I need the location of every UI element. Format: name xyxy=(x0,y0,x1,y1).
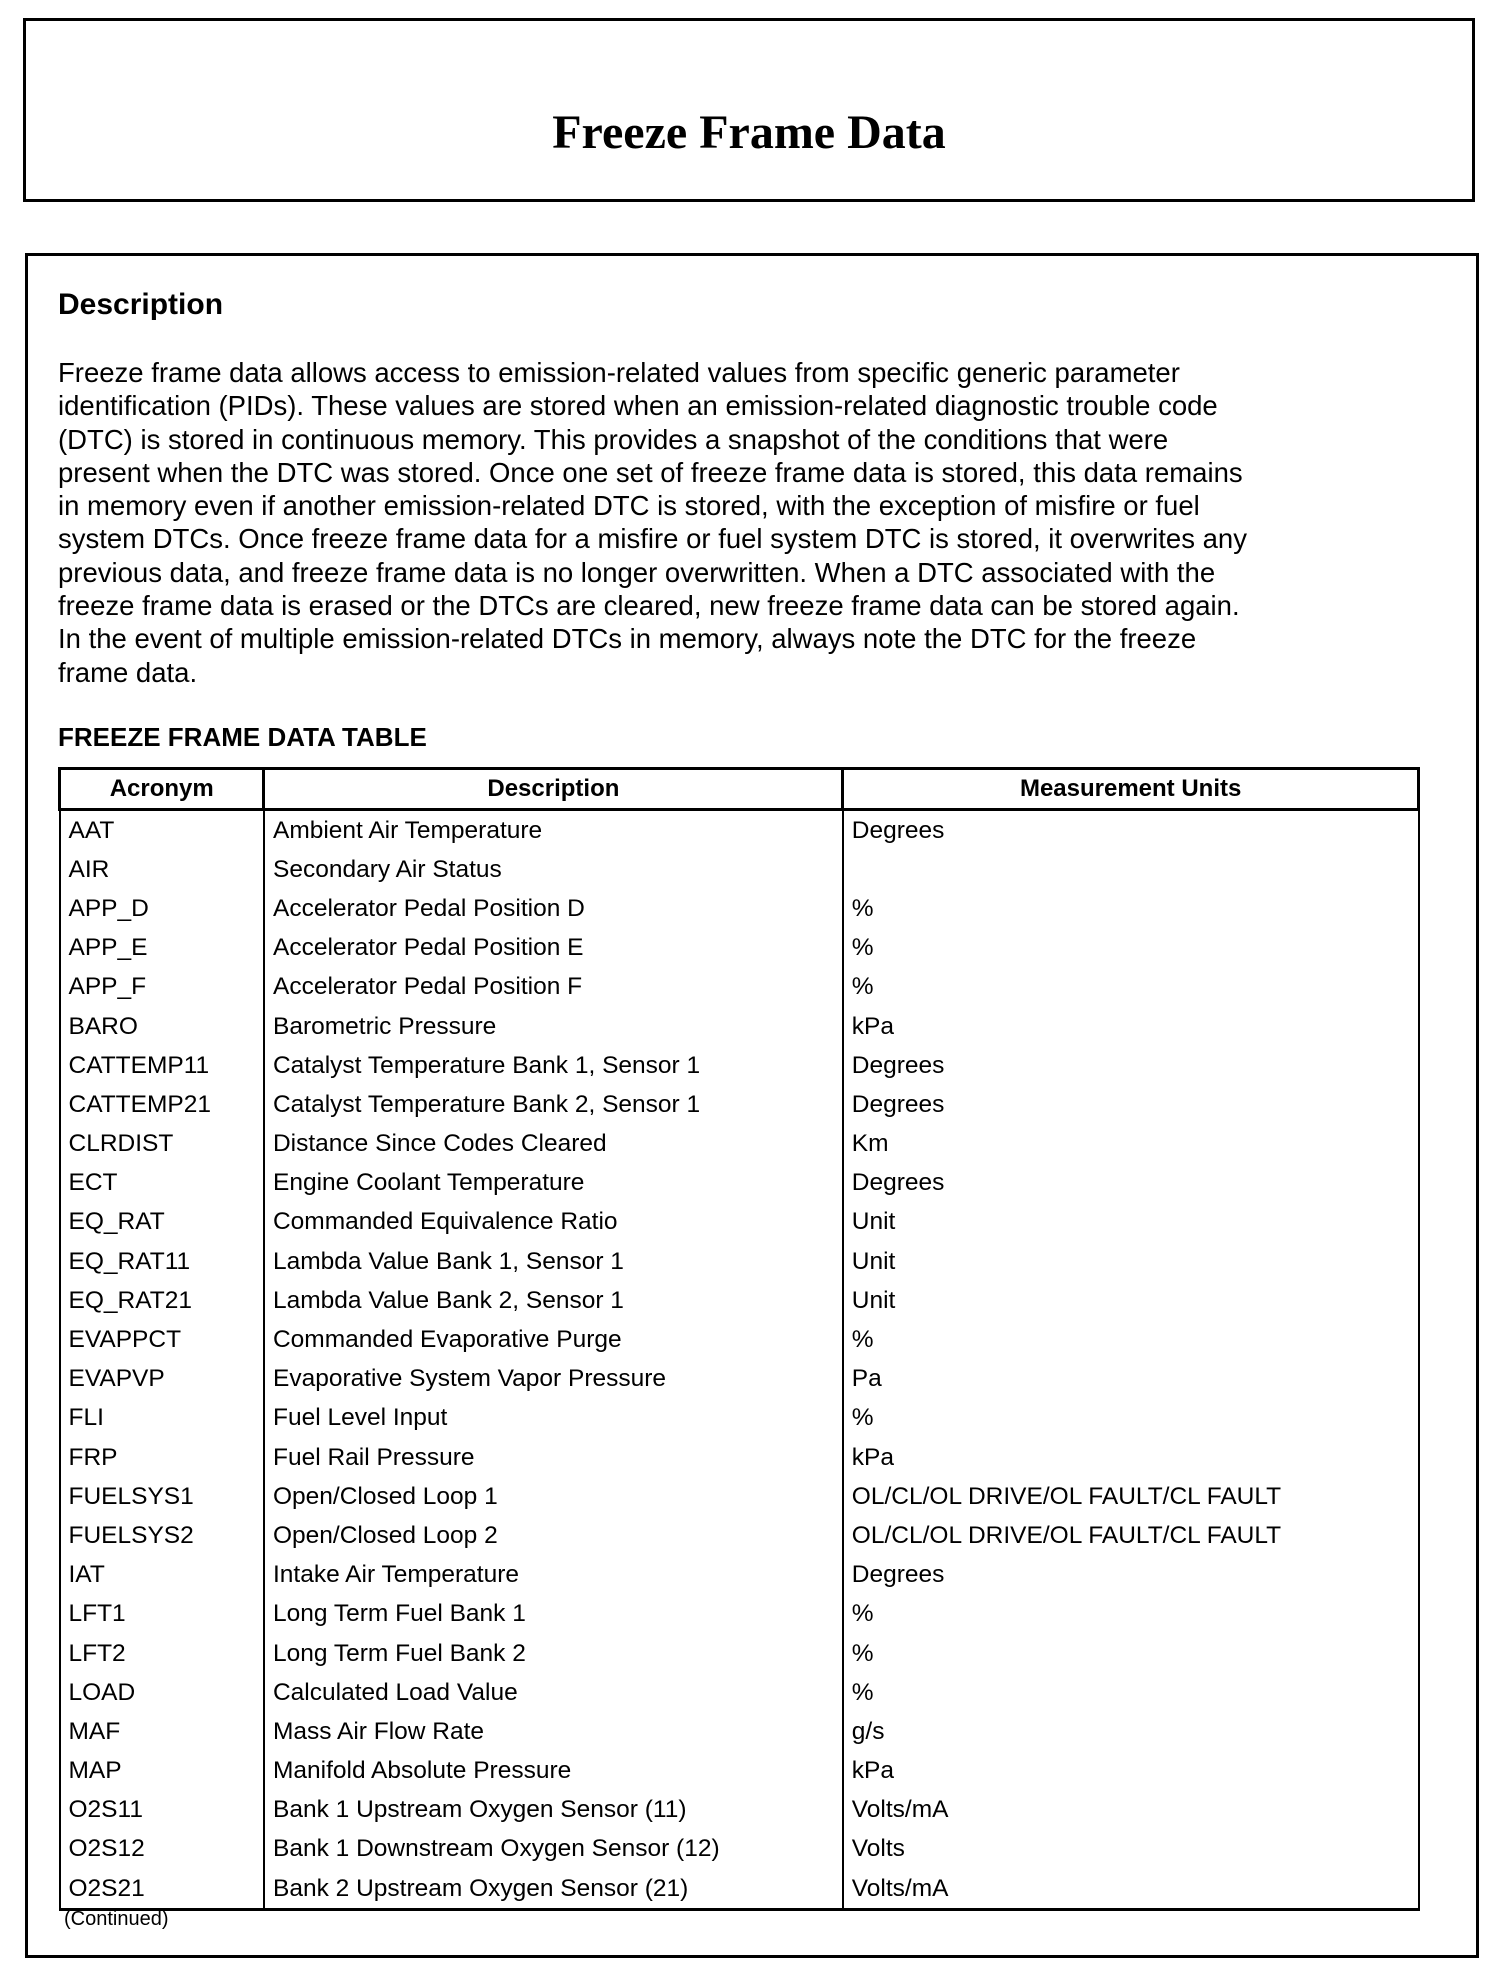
units-cell: % xyxy=(843,968,1419,1007)
table-row xyxy=(60,810,1419,851)
description-cell: Bank 1 Upstream Oxygen Sensor (11) xyxy=(264,1791,843,1830)
table-row xyxy=(60,1164,1419,1203)
acronym-cell: IAT xyxy=(60,1556,264,1595)
acronym-cell: APP_F xyxy=(60,968,264,1007)
units-cell: kPa xyxy=(843,1438,1419,1477)
table-row xyxy=(60,1791,1419,1830)
description-cell: Accelerator Pedal Position F xyxy=(264,968,843,1007)
table-heading: FREEZE FRAME DATA TABLE xyxy=(58,722,427,752)
column-header-description: Description xyxy=(264,769,843,810)
acronym-cell: LOAD xyxy=(60,1673,264,1712)
description-cell: Commanded Evaporative Purge xyxy=(264,1320,843,1359)
description-cell: Bank 1 Downstream Oxygen Sensor (12) xyxy=(264,1830,843,1869)
table-row xyxy=(60,1634,1419,1673)
paragraph-line: system DTCs. Once freeze frame data for a misfire or fuel system DTC is stored, it overwrites any xyxy=(58,523,1247,555)
table-header-row xyxy=(60,769,1419,810)
paragraph-line: present when the DTC was stored. Once one set of freeze frame data is stored, this data remains xyxy=(58,456,1243,488)
units-cell: kPa xyxy=(843,1007,1419,1046)
table-row xyxy=(60,1869,1419,1910)
column-header-units: Measurement Units xyxy=(843,769,1419,810)
units-cell: % xyxy=(843,889,1419,928)
continued-note: (Continued) xyxy=(64,1908,169,1930)
acronym-cell: CATTEMP11 xyxy=(60,1046,264,1085)
description-cell: Intake Air Temperature xyxy=(264,1556,843,1595)
description-cell: Catalyst Temperature Bank 2, Sensor 1 xyxy=(264,1085,843,1124)
description-cell: Catalyst Temperature Bank 1, Sensor 1 xyxy=(264,1046,843,1085)
description-cell: Long Term Fuel Bank 2 xyxy=(264,1634,843,1673)
units-cell: % xyxy=(843,1320,1419,1359)
freeze-frame-data-table xyxy=(58,767,1420,1911)
paragraph-line: frame data. xyxy=(58,656,198,688)
table-row xyxy=(60,968,1419,1007)
units-cell: kPa xyxy=(843,1752,1419,1791)
description-cell: Open/Closed Loop 2 xyxy=(264,1516,843,1555)
acronym-cell: APP_D xyxy=(60,889,264,928)
description-cell: Engine Coolant Temperature xyxy=(264,1164,843,1203)
title-box xyxy=(23,18,1475,202)
table-row xyxy=(60,1320,1419,1359)
units-cell: Unit xyxy=(843,1281,1419,1320)
table-row xyxy=(60,1556,1419,1595)
acronym-cell: O2S12 xyxy=(60,1830,264,1869)
acronym-cell: CATTEMP21 xyxy=(60,1085,264,1124)
acronym-cell: AIR xyxy=(60,850,264,889)
table-row xyxy=(60,1516,1419,1555)
paragraph-line: identification (PIDs). These values are stored when an emission-related diagnostic trouble code xyxy=(58,390,1218,422)
table-row xyxy=(60,1360,1419,1399)
description-cell: Barometric Pressure xyxy=(264,1007,843,1046)
acronym-cell: FLI xyxy=(60,1399,264,1438)
units-cell: Km xyxy=(843,1125,1419,1164)
acronym-cell: EVAPPCT xyxy=(60,1320,264,1359)
units-cell: Unit xyxy=(843,1203,1419,1242)
description-cell: Long Term Fuel Bank 1 xyxy=(264,1595,843,1634)
units-cell: Unit xyxy=(843,1242,1419,1281)
description-cell: Accelerator Pedal Position E xyxy=(264,929,843,968)
table-row xyxy=(60,1399,1419,1438)
acronym-cell: AAT xyxy=(60,810,264,851)
table-row xyxy=(60,1007,1419,1046)
description-cell: Bank 2 Upstream Oxygen Sensor (21) xyxy=(264,1869,843,1910)
units-cell: % xyxy=(843,1634,1419,1673)
description-cell: Fuel Level Input xyxy=(264,1399,843,1438)
description-cell: Open/Closed Loop 1 xyxy=(264,1477,843,1516)
acronym-cell: BARO xyxy=(60,1007,264,1046)
table-row xyxy=(60,1673,1419,1712)
units-cell: Volts/mA xyxy=(843,1869,1419,1910)
description-cell: Accelerator Pedal Position D xyxy=(264,889,843,928)
acronym-cell: FUELSYS1 xyxy=(60,1477,264,1516)
acronym-cell: MAF xyxy=(60,1712,264,1751)
description-cell: Calculated Load Value xyxy=(264,1673,843,1712)
paragraph-line: In the event of multiple emission-related DTCs in memory, always note the DTC for the freeze xyxy=(58,623,1197,655)
units-cell: Degrees xyxy=(843,1085,1419,1124)
description-cell: Commanded Equivalence Ratio xyxy=(264,1203,843,1242)
description-cell: Ambient Air Temperature xyxy=(264,810,843,851)
units-cell: Degrees xyxy=(843,1556,1419,1595)
units-cell: OL/CL/OL DRIVE/OL FAULT/CL FAULT xyxy=(843,1477,1419,1516)
table-row xyxy=(60,1281,1419,1320)
description-cell: Secondary Air Status xyxy=(264,850,843,889)
table-row xyxy=(60,1830,1419,1869)
table-row xyxy=(60,1752,1419,1791)
table-row xyxy=(60,889,1419,928)
acronym-cell: O2S21 xyxy=(60,1869,264,1910)
description-cell: Evaporative System Vapor Pressure xyxy=(264,1360,843,1399)
units-cell: g/s xyxy=(843,1712,1419,1751)
table-row xyxy=(60,1712,1419,1751)
paragraph-line: freeze frame data is erased or the DTCs are cleared, new freeze frame data can be stored again. xyxy=(58,590,1240,622)
paragraph-line: previous data, and freeze frame data is no longer overwritten. When a DTC associated with the xyxy=(58,556,1216,588)
table-row xyxy=(60,929,1419,968)
units-cell: Degrees xyxy=(843,810,1419,851)
units-cell: % xyxy=(843,1673,1419,1712)
units-cell: % xyxy=(843,1595,1419,1634)
paragraph-line: in memory even if another emission-related DTC is stored, with the exception of misfire or fuel xyxy=(58,490,1200,522)
acronym-cell: EQ_RAT21 xyxy=(60,1281,264,1320)
acronym-cell: EVAPVP xyxy=(60,1360,264,1399)
paragraph-line: (DTC) is stored in continuous memory. This provides a snapshot of the conditions that were xyxy=(58,423,1169,455)
description-cell: Distance Since Codes Cleared xyxy=(264,1125,843,1164)
units-cell: Degrees xyxy=(843,1164,1419,1203)
acronym-cell: O2S11 xyxy=(60,1791,264,1830)
units-cell: Volts/mA xyxy=(843,1791,1419,1830)
units-cell: OL/CL/OL DRIVE/OL FAULT/CL FAULT xyxy=(843,1516,1419,1555)
table-row xyxy=(60,1438,1419,1477)
column-header-acronym: Acronym xyxy=(60,769,264,810)
units-cell: Volts xyxy=(843,1830,1419,1869)
units-cell: Pa xyxy=(843,1360,1419,1399)
units-cell: Degrees xyxy=(843,1046,1419,1085)
table-row xyxy=(60,1203,1419,1242)
acronym-cell: FUELSYS2 xyxy=(60,1516,264,1555)
acronym-cell: CLRDIST xyxy=(60,1125,264,1164)
acronym-cell: ECT xyxy=(60,1164,264,1203)
page-title: Freeze Frame Data xyxy=(552,106,946,159)
table-row xyxy=(60,1242,1419,1281)
acronym-cell: EQ_RAT xyxy=(60,1203,264,1242)
description-heading: Description xyxy=(58,288,224,321)
table-row xyxy=(60,1085,1419,1124)
description-paragraph xyxy=(58,356,1247,689)
table-row xyxy=(60,1477,1419,1516)
description-cell: Fuel Rail Pressure xyxy=(264,1438,843,1477)
acronym-cell: MAP xyxy=(60,1752,264,1791)
description-cell: Lambda Value Bank 1, Sensor 1 xyxy=(264,1242,843,1281)
table-row xyxy=(60,850,1419,889)
description-cell: Lambda Value Bank 2, Sensor 1 xyxy=(264,1281,843,1320)
description-cell: Mass Air Flow Rate xyxy=(264,1712,843,1751)
table-row xyxy=(60,1125,1419,1164)
units-cell: % xyxy=(843,1399,1419,1438)
acronym-cell: FRP xyxy=(60,1438,264,1477)
acronym-cell: APP_E xyxy=(60,929,264,968)
paragraph-line: Freeze frame data allows access to emission-related values from specific generic parameter xyxy=(58,357,1180,388)
description-cell: Manifold Absolute Pressure xyxy=(264,1752,843,1791)
table-row xyxy=(60,1046,1419,1085)
acronym-cell: LFT2 xyxy=(60,1634,264,1673)
acronym-cell: EQ_RAT11 xyxy=(60,1242,264,1281)
table-row xyxy=(60,1595,1419,1634)
units-cell xyxy=(843,850,1419,889)
acronym-cell: LFT1 xyxy=(60,1595,264,1634)
units-cell: % xyxy=(843,929,1419,968)
